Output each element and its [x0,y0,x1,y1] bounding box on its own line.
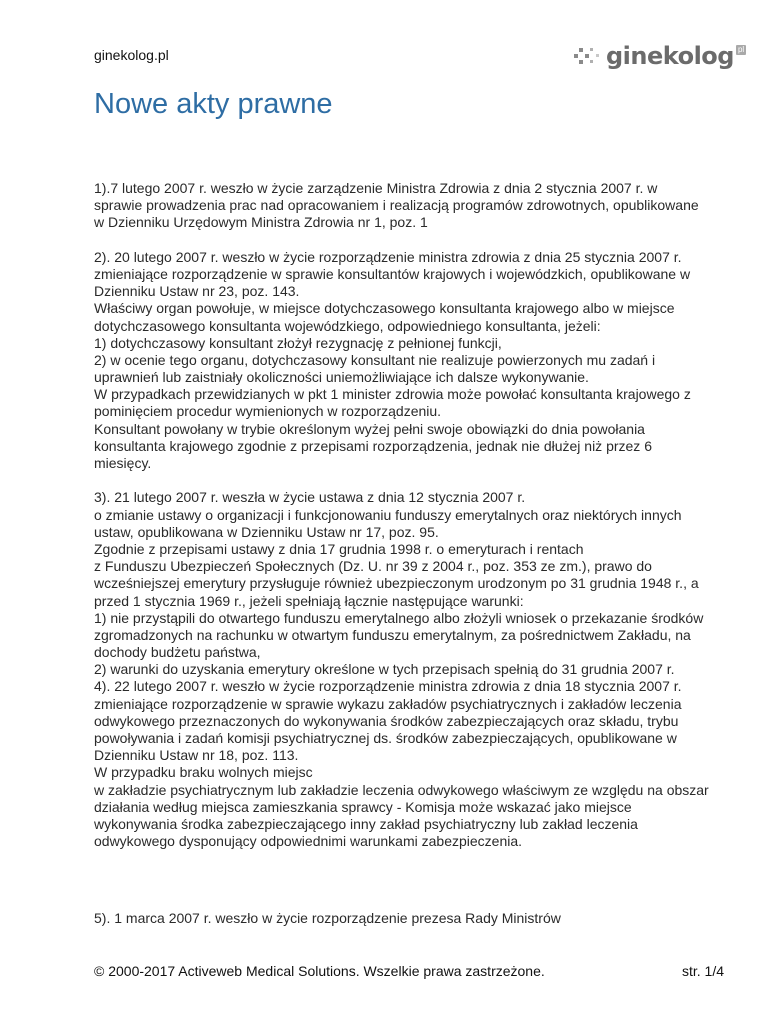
paragraph-line: Właściwy organ powołuje, w miejsce dotychczasowego konsultanta krajowego albo w miejsce [94,300,675,317]
paragraph-line: odwykowego dysponujący odpowiednimi warunkami zabezpieczenia. [94,833,523,850]
paragraph [94,249,734,472]
paragraph-line: w zakładzie psychiatrycznym lub zakładzie leczenia odwykowego właściwym ze względu na obszar [94,781,709,798]
paragraph-gap [94,232,734,249]
paragraph [94,910,734,927]
paragraph-line: 4). 22 lutego 2007 r. weszło w życie rozporządzenie ministra zdrowia z dnia 18 stycznia 2007 r. [94,678,682,695]
logo-badge: pl [737,45,745,54]
paragraph-line: 2) w ocenie tego organu, dotychczasowy konsultant nie realizuje powierzonych mu zadań i [94,351,656,368]
paragraph-line: Dzienniku Ustaw nr 23, poz. 143. [94,283,300,300]
site-logo [572,44,746,68]
paragraph-line: konsultanta krajowego zgodnie z przepisami rozporządzenia, jednak nie dłużej niż przez 6 [94,437,652,454]
paragraph-line: wykonywania środka zabezpieczającego inny zakład psychiatryczny lub zakład leczenia [94,815,638,832]
paragraph-line: dotychczasowego konsultanta wojewódzkiego, odpowiedniego konsultanta, jeżeli: [94,317,601,334]
paragraph-line: 1) nie przystąpili do otwartego funduszu emerytalnego albo złożyli wniosek o przekazanie środków [94,609,704,626]
paragraph-line: 1) dotychczasowy konsultant złożył rezygnację z pełnionej funkcji, [94,334,502,351]
paragraph-line: działania według miejsca zamieszkania sprawcy - Komisja może wskazać jako miejsce [94,798,632,815]
paragraph-line: dochody budżetu państwa, [94,644,261,661]
paragraph-line: odwykowego przeznaczonych do wykonywania środków zabezpieczających oraz składu, trybu [94,712,679,729]
paragraph-line: Zgodnie z przepisami ustawy z dnia 17 grudnia 1998 r. o emeryturach i rentach [94,540,584,557]
logo-text: ginekolog [606,42,734,70]
paragraph-line: miesięcy. [94,455,152,471]
paragraph [94,489,734,850]
paragraph-line: 2) warunki do uzyskania emerytury określone w tych przepisach spełnią do 31 grudnia 2007 r. [94,661,675,678]
footer-copyright: © 2000-2017 Activeweb Medical Solutions. Wszelkie prawa zastrzeżone. [94,963,545,979]
paragraph-line: W przypadku braku wolnych miejsc [94,764,313,781]
paragraph-line: w Dzienniku Urzędowym Ministra Zdrowia nr 1, poz. 1 [94,214,428,231]
logo-dots-icon [572,45,602,67]
paragraph-line: powoływania i zadań komisji psychiatrycznej ds. środków zabezpieczających, opublikowane w [94,730,677,746]
paragraph-line: 3). 21 lutego 2007 r. weszła w życie ustawa z dnia 12 stycznia 2007 r. [94,489,526,506]
paragraph-line: ustaw, opublikowana w Dzienniku Ustaw nr 17, poz. 95. [94,523,439,540]
paragraph-line: 5). 1 marca 2007 r. weszło w życie rozporządzenie prezesa Rady Ministrów [94,910,561,927]
paragraph-line: uprawnień lub zaistniały okoliczności uniemożliwiające ich dalsze wykonywanie. [94,369,589,386]
paragraph-line: zgromadzonych na rachunku w otwartym funduszu emerytalnym, za pośrednictwem Zakładu, na [94,626,691,643]
paragraph [94,180,734,232]
paragraph-line: Dzienniku Ustaw nr 18, poz. 113. [94,747,299,764]
footer-page-number: str. 1/4 [681,963,724,979]
paragraph-line: z Funduszu Ubezpieczeń Społecznych (Dz. U. nr 39 z 2004 r., poz. 353 ze zm.), prawo do [94,558,652,575]
paragraph-gap [94,850,734,910]
paragraph-line: 1).7 lutego 2007 r. weszło w życie zarządzenie Ministra Zdrowia z dnia 2 stycznia 2007 r. w [94,180,658,196]
paragraph-line: o zmianie ustawy o organizacji i funkcjonowaniu funduszy emerytalnych oraz niektórych innych [94,506,682,523]
paragraph-line: zmieniające rozporządzenie w sprawie wykazu zakładów psychiatrycznych i zakładów leczenia [94,695,682,712]
paragraph-line: przed 1 stycznia 1969 r., jeżeli spełniają łącznie następujące warunki: [94,592,524,609]
paragraph-line: 2). 20 lutego 2007 r. weszło w życie rozporządzenie ministra zdrowia z dnia 25 stycznia 2007 r. [94,248,682,265]
site-name: ginekolog.pl [94,47,169,63]
page-title: Nowe akty prawne [94,88,333,120]
paragraph-line: pominięciem procedur wymienionych w rozporządzeniu. [94,403,442,420]
paragraph-line: wcześniejszej emerytury przysługuje również ubezpieczonym urodzonym po 31 grudnia 1948 r., a [94,575,699,592]
article-body [94,180,734,928]
paragraph-line: Konsultant powołany w trybie określonym wyżej pełni swoje obowiązki do dnia powołania [94,420,645,437]
paragraph-line: sprawie prowadzenia prac nad opracowaniem i realizacją programów zdrowotnych, opublikowane [94,197,699,214]
paragraph-line: zmieniające rozporządzenie w sprawie konsultantów krajowych i wojewódzkich, opublikowane w [94,265,691,282]
paragraph-gap [94,472,734,489]
paragraph-line: W przypadkach przewidzianych w pkt 1 minister zdrowia może powołać konsultanta krajowego z [94,386,691,403]
